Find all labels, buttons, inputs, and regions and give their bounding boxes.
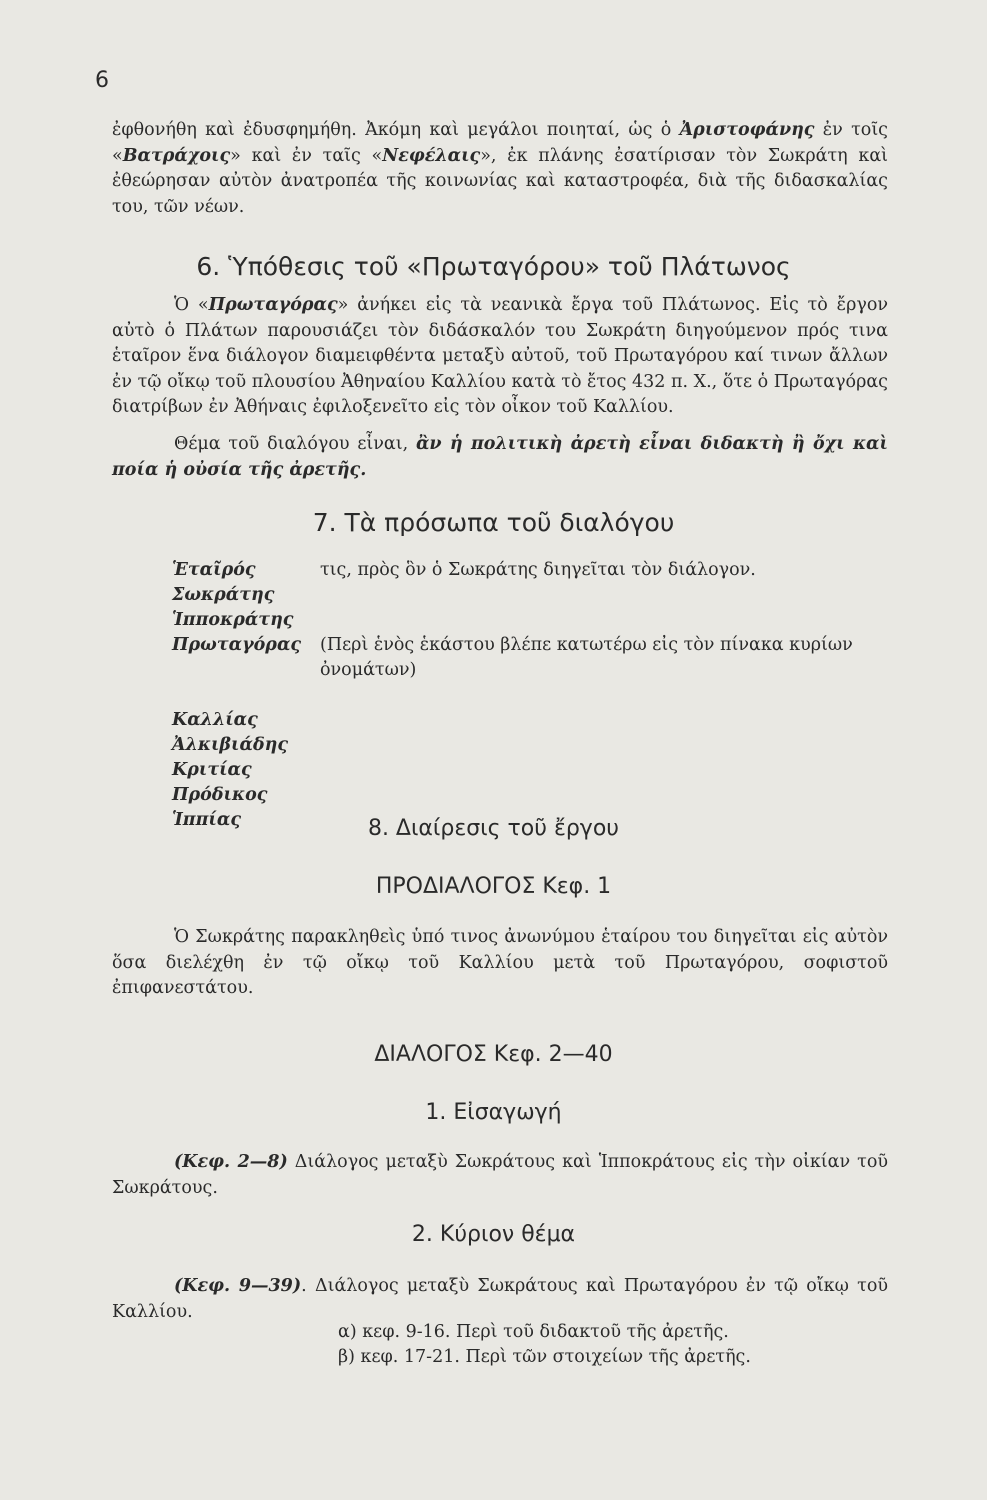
person-row xyxy=(172,783,892,808)
person-name: Κριτίας xyxy=(172,760,252,780)
person-row xyxy=(172,583,892,608)
intro-text-4: », ἐκ πλάνης ἐσατίρισαν τὸν Σωκράτη καὶ ἐθεώρησαν αὐτὸν ἀνατροπέα τῆς κοινωνίας καὶ καταστροφέα, διὰ τῆς διδασκαλίας του, τῶν νέων. xyxy=(112,145,888,217)
person-name: Καλλίας xyxy=(172,710,258,730)
intro-text-1: ἐφθονήθη καὶ ἐδυσφημήθη. Ἀκόμη καὶ μεγάλοι ποιηταί, ὡς ὁ xyxy=(112,120,680,140)
clouds-title: Νεφέλαις xyxy=(382,145,481,166)
person-name: Σωκράτης xyxy=(172,585,275,605)
page-number: 6 xyxy=(95,68,109,93)
person-row xyxy=(172,558,892,583)
person-description: τις, πρὸς ὃν ὁ Σωκράτης διηγεῖται τὸν διάλογον. xyxy=(320,560,756,580)
section-7-heading: 7. Τὰ πρόσωπα τοῦ διαλόγου xyxy=(312,508,675,537)
person-description xyxy=(320,758,892,783)
person-name: Πρωταγόρας xyxy=(172,635,302,655)
s6-text-b: » ἀνήκει εἰς τὰ νεανικὰ ἔργα τοῦ Πλάτωνος. Εἰς τὸ ἔργον αὐτὸ ὁ Πλάτων παρουσιάζει τὸν διδάσκαλόν του Σωκράτη διηγούμενον πρός τινα ἑταῖρον ἕνα διάλογον διαμειφθέντα μεταξὺ αὐτοῦ, τοῦ Πρωταγόρου καί τινων ἄλλων ἐν τῷ οἴκῳ τοῦ πλουσίου Ἀθηναίου Καλλίου κατὰ τὸ ἔτος 432 π. Χ., ὅτε ὁ Πρωταγόρας διατρίβων ἐν Ἀθήναις ἐφιλοξενεῖτο εἰς τὸν οἶκον τοῦ Καλλίου. xyxy=(112,295,888,417)
person-name: Πρόδικος xyxy=(172,785,268,805)
person-description xyxy=(320,708,892,733)
intro-text-2: ἐν τοῖς « xyxy=(112,120,888,166)
persons-list xyxy=(172,558,892,833)
subitem: α) κεφ. 9-16. Περὶ τοῦ διδακτοῦ τῆς ἀρετῆς. xyxy=(338,1322,729,1342)
person-description xyxy=(320,733,892,758)
person-description xyxy=(320,783,892,808)
protagoras-title: Πρωταγόρας xyxy=(208,295,338,315)
introduction-heading: 1. Εἰσαγωγή xyxy=(425,1100,562,1125)
person-name: Ἀλκιβιάδης xyxy=(172,735,289,755)
main-theme-chapter-ref: (Κεφ. 9—39) xyxy=(174,1276,302,1296)
prologue-heading: ΠΡΟΔΙΑΛΟΓΟΣ Κεφ. 1 xyxy=(375,874,612,899)
person-row xyxy=(172,633,892,683)
section-8-heading: 8. Διαίρεσις τοῦ ἔργου xyxy=(367,816,620,841)
frogs-title: Βατράχοις xyxy=(122,145,231,166)
person-row xyxy=(172,708,892,733)
main-theme-text xyxy=(112,1274,888,1325)
introduction-text xyxy=(112,1150,888,1201)
section-6-paragraph-1 xyxy=(112,293,888,421)
s6-theme-text: Θέμα τοῦ διαλόγου εἶναι, xyxy=(174,434,416,454)
person-row xyxy=(172,758,892,783)
aristophanes-name: Ἀριστοφάνης xyxy=(679,120,815,140)
dialogue-heading: ΔΙΑΛΟΓΟΣ Κεφ. 2—40 xyxy=(374,1042,613,1067)
person-description xyxy=(320,608,892,633)
s6-theme-question: ἂν ἡ πολιτικὴ ἀρετὴ εἶναι διδακτὴ ἢ ὄχι καὶ ποία ἡ οὐσία τῆς ἀρετῆς. xyxy=(112,434,888,480)
prologue-text: Ὁ Σωκράτης παρακληθεὶς ὑπό τινος ἀνωνύμου ἑταίρου του διηγεῖται εἰς αὐτὸν ὅσα διελέχθη ἐν τῷ οἴκῳ τοῦ Καλλίου μετὰ τοῦ Πρωταγόρου, σοφιστοῦ ἐπιφανεστάτου. xyxy=(112,927,888,998)
person-name: Ἱπποκράτης xyxy=(172,610,294,630)
main-theme-body: . Διάλογος μεταξὺ Σωκράτους καὶ Πρωταγόρου ἐν τῷ οἴκῳ τοῦ Καλλίου. xyxy=(112,1276,888,1322)
person-row xyxy=(172,733,892,758)
person-name: Ἱππίας xyxy=(172,810,242,830)
main-theme-heading: 2. Κύριον θέμα xyxy=(411,1222,576,1247)
person-description: (Περὶ ἑνὸς ἑκάστου βλέπε κατωτέρω εἰς τὸν πίνακα κυρίων ὀνομάτων) xyxy=(320,635,853,680)
introduction-body: Διάλογος μεταξὺ Σωκράτους καὶ Ἱπποκράτους εἰς τὴν οἰκίαν τοῦ Σωκράτους. xyxy=(112,1152,888,1198)
introduction-chapter-ref: (Κεφ. 2—8) xyxy=(174,1152,288,1172)
section-6-heading: 6. Ὑπόθεσις τοῦ «Πρωταγόρου» τοῦ Πλάτωνος xyxy=(196,252,791,281)
intro-text-3: » καὶ ἐν ταῖς « xyxy=(230,145,383,166)
person-description xyxy=(320,583,892,608)
s6-text-a: Ὁ « xyxy=(174,295,209,315)
subitems-list xyxy=(338,1320,751,1370)
subitem: β) κεφ. 17-21. Περὶ τῶν στοιχείων τῆς ἀρετῆς. xyxy=(338,1347,751,1367)
person-name: Ἑταῖρός xyxy=(172,560,256,580)
person-row xyxy=(172,608,892,633)
section-6-paragraph-2 xyxy=(112,432,888,483)
intro-paragraph xyxy=(112,118,888,220)
